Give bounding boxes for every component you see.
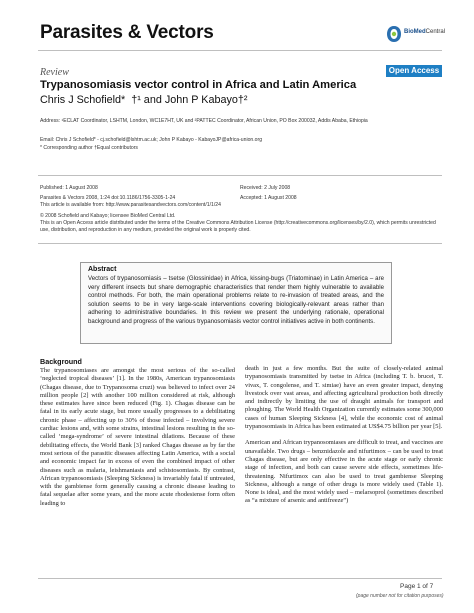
section-label: Review	[40, 67, 69, 78]
abstract-box	[80, 262, 392, 344]
body-paragraph: American and African trypanosomiases are difficult to treat, and vaccines are unavailable. Two drugs – benznidazole and nifurtimox – can be used to treat Chagas disease, but are only effective in the acute stage or early chronic stage of infection, and both can cause severe side effects, sometimes life-threatening. Nifurtimox can also be used to treat gambiense Sleeping Sickness, although a range of other drugs is more widely used (Table 1). None is ideal, and the most widely used – melarsoprol (sometimes described as “a mixture of arsenic and antifreeze”)	[245, 439, 443, 505]
abstract-text: Vectors of trypanosomiasis – tsetse (Glossinidae) in Africa, kissing-bugs (Triatominae) in Latin America – are very different insects but share demographic characteristics that render them highly vulnerable to available control methods. For both, the main operational problems relate to re-invasion of treated areas, and the solution seems to be in very large-scale interventions covering biologically-relevant areas rather than adhering to administrative boundaries. In this review we present the underlying rationale, operational background and progress of the various trypanosomiasis vector control initiatives active in both continents.	[88, 275, 384, 325]
article-authors: Chris J Schofield* †¹ and John P Kabayo†²	[40, 94, 248, 106]
submission-dates	[240, 185, 380, 202]
license-block	[40, 213, 445, 234]
journal-title: Parasites & Vectors	[40, 22, 214, 43]
header-divider	[38, 50, 442, 51]
body-column-right	[245, 365, 443, 514]
received-date: Received: 2 July 2008	[240, 185, 291, 191]
author-address: Address: ¹ECLAT Coordinator, LSHTM, London, WC1E7HT, UK and ²PATTEC Coordinator, African Union, PO Box 200032, Addis Ababa, Ethiopia	[40, 118, 368, 124]
biomed-central-logo	[386, 24, 444, 46]
published-date: Published: 1 August 2008	[40, 185, 98, 191]
author-notes: * Corresponding author †Equal contributors	[40, 145, 138, 151]
copyright-line: © 2008 Schofield and Kabayo; licensee BioMed Central Ltd.	[40, 213, 176, 219]
background-heading: Background	[40, 357, 82, 366]
publication-info	[40, 185, 240, 202]
article-url[interactable]: This article is available from: http://www.parasitesandvectors.com/content/1/1/24	[40, 202, 221, 208]
body-column-left	[40, 367, 235, 516]
footer-divider	[38, 578, 442, 579]
article-title: Trypanosomiasis vector control in Africa and Latin America	[40, 79, 357, 91]
logo-suffix: Central	[425, 29, 446, 35]
meta-divider	[38, 175, 442, 176]
accepted-date: Accepted: 1 August 2008	[240, 195, 297, 201]
logo-brand: BioMed	[404, 29, 426, 35]
page-number: Page 1 of 7	[400, 583, 434, 590]
author-email: Email: Chris J Schofield* - cj.schofield@lshtm.ac.uk; John P Kabayo - KabayoJP@africa-union.org	[40, 137, 263, 143]
license-text: This is an Open Access article distributed under the terms of the Creative Commons Attribution License (http://creativecommons.org/licenses/by/2.0), which permits unrestricted use, distribution, and reproduction in any medium, provided the original work is properly cited.	[40, 220, 436, 233]
license-divider	[38, 243, 442, 244]
biomed-logo-icon	[386, 25, 402, 43]
body-paragraph: death in just a few months. But the suite of closely-related animal trypanosomiasis transmitted by tsetse in Africa (including T. b. brucei, T. vivax, T. congolense, and T. simiae) have an even greater impact, denying livestock over vast areas, and affecting agricultural production both directly and indirectly by limiting the use of draught animals for transport and ploughing. The World Health Organization currently estimates some 300,000 cases of human Sleeping Sickness [4], while the economic cost of animal trypanosomiasis in Africa has been estimated at US$4.75 billion per year [5].	[245, 365, 443, 431]
body-paragraph: The trypanosomiases are amongst the most serious of the so-called ‘neglected tropical diseases’ [1]. In the 1980s, American trypanosomiasis (Chagas disease, due to Trypanosoma cruzi) was believed to infect over 24 million people [2] with another 100 million considered at risk, although these estimates have since been reduced (Fig. 1). Chagas disease can be fatal in its early acute stage, but more usually progresses to a debilitating chronic phase – affecting up to 30% of those infected – involving severe cardiac lesions and, with some strains, intestinal lesions resulting in the so-called ‘mega-syndrome’ of severe intestinal dilations. Because of these debilitating effects, the World Bank [3] ranked Chagas disease as by far the most serious of the parasitic diseases affecting Latin America, with a social and economic impact far in excess of even the combined impact of other diseases such as malaria, leishmaniasis and schistosomiasis. By contrast, African trypanosomiasis (Sleeping Sickness) is invariably fatal if untreated, with the gambiense form generally causing a chronic disease leading to fatal sequelae after some years, and the more acute rhodesiense form often leading to	[40, 367, 235, 507]
abstract-heading: Abstract	[88, 266, 117, 273]
citation: Parasites & Vectors 2008, 1:24 doi:10.1186/1756-3305-1-24	[40, 195, 176, 201]
page-note: (page number not for citation purposes)	[356, 593, 444, 599]
open-access-badge: Open Access	[386, 65, 442, 77]
